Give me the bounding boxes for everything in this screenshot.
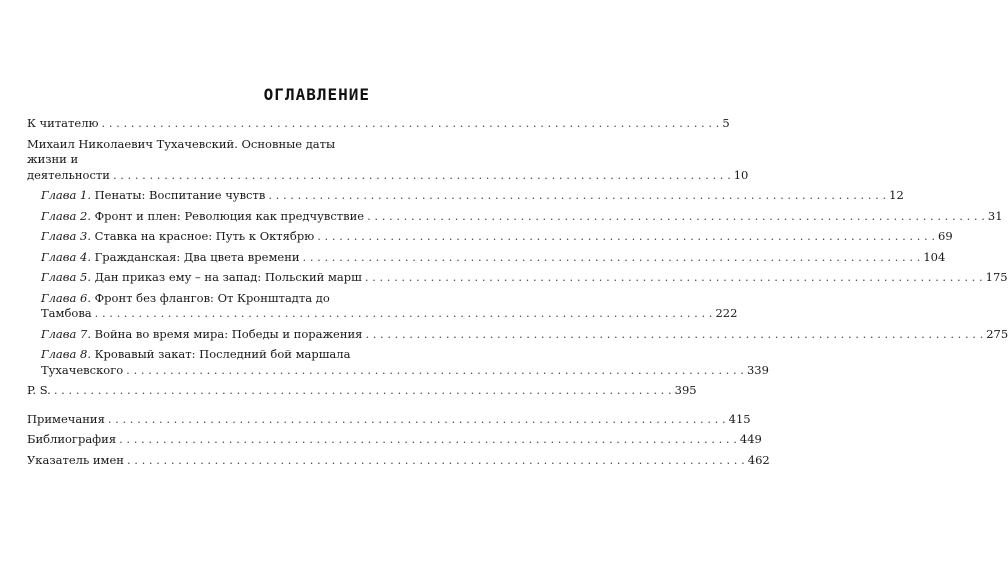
toc-entry-title: Фронт и плен: Революция как предчувствие [94,208,365,223]
leader-dots [303,250,921,266]
chapter-label: Глава 8. [41,347,91,361]
toc-entry-title: Тамбова [41,306,92,320]
toc-entry-title: Дан приказ ему – на запад: Польский марш [94,270,362,284]
leader-dots [54,383,672,399]
toc-entry-bibliography [27,432,762,448]
leader-dots [367,209,985,225]
toc-entry-chapter-8 [27,347,769,378]
toc-page-number: 415 [728,411,751,426]
chapter-label: Глава 5. [41,270,91,284]
leader-dots [119,432,737,448]
toc-page-number: 69 [938,229,953,243]
toc-entry-title: Библиография [27,432,117,446]
leader-dots [317,229,935,245]
toc-entry-title: Война во время мира: Победы и поражения [94,326,363,341]
leader-dots [108,412,726,428]
toc-entry-title: К читателю [27,116,99,130]
toc-page-number: 462 [747,452,770,467]
chapter-label: Глава 6. [41,290,91,305]
leader-dots [95,306,713,322]
toc-entry-title-line1: Кровавый закат: Последний бой маршала [94,347,351,361]
toc-entry-chapter-4 [27,249,946,266]
page-title: ОГЛАВЛЕНИЕ [263,85,370,104]
chapter-label: Глава 3. [41,229,91,243]
toc-entry-chapter-3 [27,229,953,245]
toc-page-number: 222 [715,306,738,320]
toc-entry-title: Тухачевского [41,362,124,377]
chapter-label: Глава 1. [41,188,91,202]
toc-entry-chapter-7 [27,326,1008,343]
toc-page-number: 31 [987,208,1003,223]
toc-entry-title: Пенаты: Воспитание чувств [94,188,266,202]
leader-dots [365,270,983,286]
toc-entry-chapter-2 [27,208,1003,225]
toc-entry-ps [27,383,697,399]
table-of-contents [27,116,1008,468]
toc-entry-title-line1: Фронт без флангов: От Кронштадта до [94,290,330,305]
toc-entry-chapter-6 [27,290,738,322]
chapter-label: Глава 4. [41,249,91,264]
toc-entry-dates [27,136,749,184]
toc-entry-chapter-5 [27,270,1008,286]
chapter-label: Глава 2. [41,208,91,223]
toc-page-number: 5 [722,116,730,130]
toc-entry-title: P. S. [27,383,51,397]
toc-entry-chapter-1 [27,188,904,204]
toc-page-number: 395 [674,383,697,397]
toc-entry-title-line1: Михаил Николаевич Тухачевский. Основные даты жизни и [27,136,336,166]
leader-dots [113,168,731,184]
toc-entry-intro [27,116,730,132]
toc-entry-title: Ставка на красное: Путь к Октябрю [94,229,315,243]
toc-entry-title: Примечания [27,411,105,426]
toc-entry-title: Гражданская: Два цвета времени [94,249,300,264]
toc-page-number: 10 [733,167,749,182]
leader-dots [126,363,744,379]
leader-dots [268,188,886,204]
toc-page-number: 104 [923,249,946,264]
toc-entry-notes [27,411,751,428]
toc-entry-title: Указатель имен [27,452,124,467]
toc-page-number: 449 [739,432,762,446]
toc-page-number: 339 [746,362,769,377]
leader-dots [127,453,745,469]
toc-page-number: 275 [986,326,1008,341]
toc-page-number: 12 [889,188,904,202]
chapter-label: Глава 7. [41,326,91,341]
toc-entry-title: деятельности [27,167,110,182]
toc-entry-index [27,452,770,469]
leader-dots [365,327,983,343]
leader-dots [102,116,720,132]
toc-page-number: 175 [985,270,1008,284]
